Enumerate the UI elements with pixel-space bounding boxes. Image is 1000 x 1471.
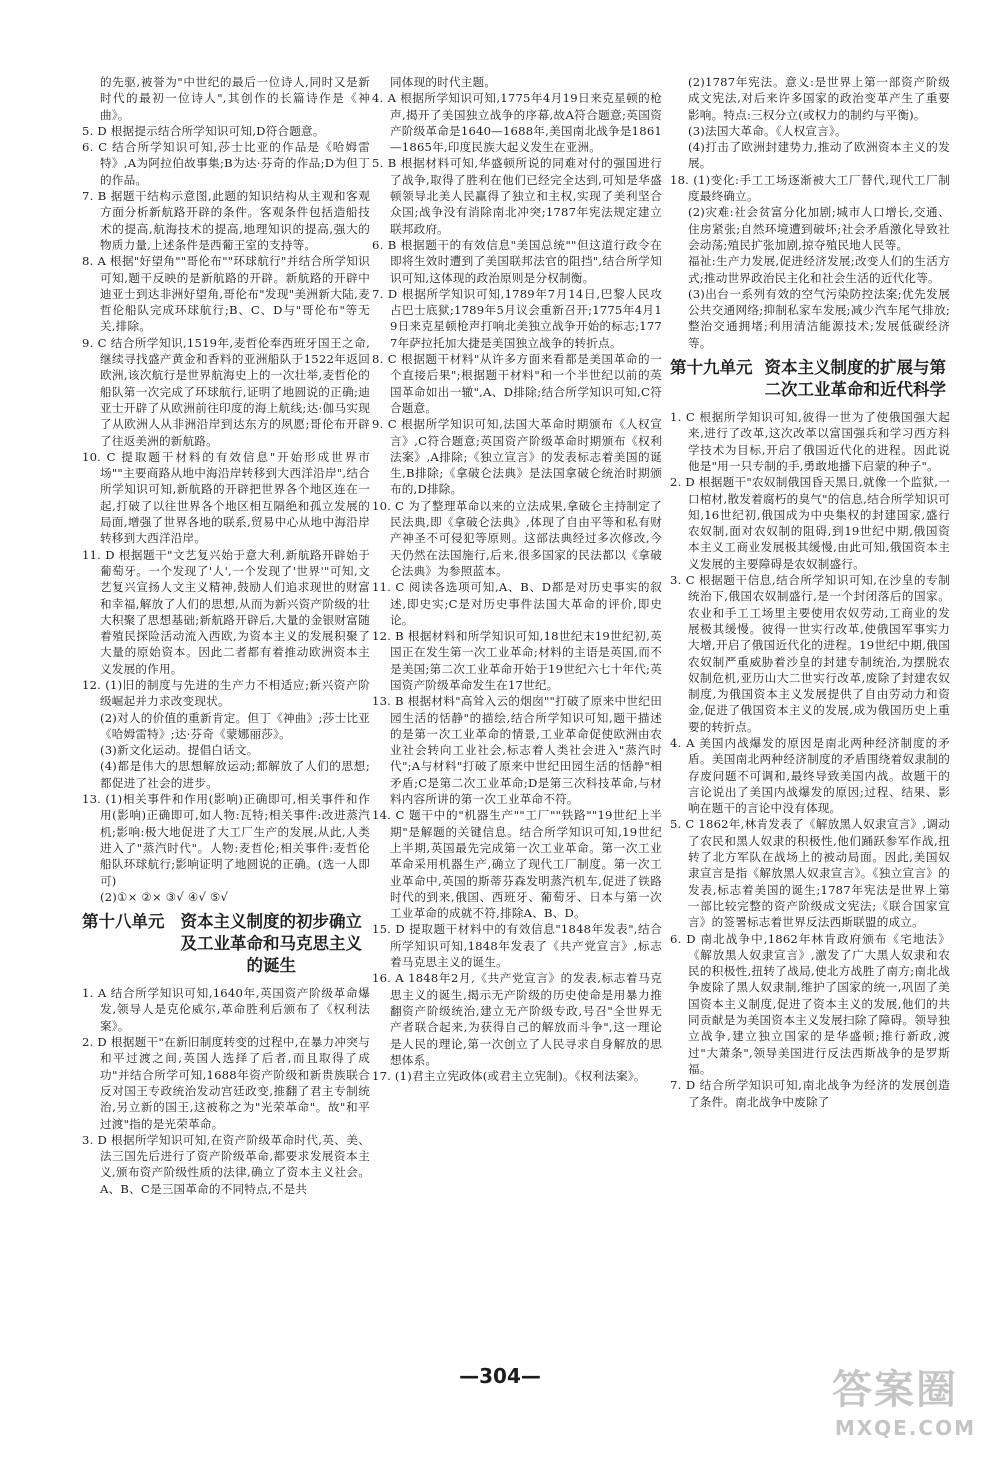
- answer-paragraph: 1. A 结合所学知识可知,1640年,英国资产阶级革命爆发,领导人是克伦威尔,革命胜利后颁布了《权利法案》。: [82, 986, 370, 1033]
- answer-column-right: [670, 74, 950, 1110]
- answer-column-middle: [372, 74, 662, 1084]
- answer-paragraph: 4. A 根据所学知识可知,1775年4月19日来克星顿的枪声,揭开了美国独立战争的序幕,故A符合题意;英国资产阶级革命是1640—1688年,美国南北战争是1861—1865年,印度民族大起义发生在亚洲。: [372, 91, 662, 155]
- answer-paragraph: (4)都是伟大的思想解放运动;都解放了人们的思想;都促进了社会的进步。: [100, 759, 370, 790]
- answer-column-left: [82, 74, 370, 1197]
- answer-paragraph: 9. C 结合所学知识,1519年,麦哲伦奉西班牙国王之命,继续寻找盛产黄金和香料的亚洲船队于1522年返回欧洲,该次航行是世界航海史上的一次壮举,麦哲伦的船队第一次完成了环球航行,证明了地圆说的正确;迪亚士开辟了从欧洲前往印度的海上航线;达·伽马实现了从欧洲人从非洲沿岸到达东方的夙愿;哥伦布开辟了往返美洲的新航路。: [82, 335, 370, 448]
- watermark-url: MXQE.COM: [834, 1416, 976, 1440]
- unit-heading: [82, 911, 370, 977]
- answer-paragraph: 9. C 根据所学知识可知,法国大革命时期颁布《人权宣言》,C符合题意;英国资产阶级革命时期颁布《权利法案》,A排除;《独立宣言》的发表标志着美国的诞生,B排除;《拿破仑法典》是法国拿破仑统治时期颁布的,D排除。: [372, 417, 662, 497]
- answer-paragraph: 18. (1)变化:手工工场逐渐被大工厂替代,现代工厂制度最终确立。: [670, 172, 950, 204]
- page-number: —304—: [459, 1364, 541, 1388]
- answer-paragraph: (2)对人的价值的重新肯定。但丁《神曲》;莎士比亚《哈姆雷特》;达·芬奇《蒙娜丽莎》。: [100, 710, 370, 741]
- answer-paragraph: (2)①× ②× ③√ ④√ ⑤√: [100, 889, 229, 904]
- answer-paragraph: 2. D 根据题干"农奴制俄国昏天黑日,就像一个监狱,一口棺材,散发着腐朽的臭气"的信息,结合所学知识可知,16世纪初,俄国成为中央集权的封建国家,盛行农奴制,面对农奴制的阻碍,到19世纪中期,俄国资本主义工商业发展极其缓慢,由此可知,俄国资本主义发展的主要障碍是农奴制盛行。: [670, 475, 950, 571]
- answer-paragraph: 12. B 根据材料和所学知识可知,18世纪末19世纪初,英国正在发生第一次工业革命;材料的主语是英国,而不是美国;第二次工业革命开始于19世纪六七十年代;英国资产阶级革命发生在17世纪。: [372, 629, 662, 692]
- answer-paragraph: 同体现的时代主题。: [390, 75, 497, 89]
- answer-paragraph: 7. B 据题干结构示意图,此题的知识结构从主观和客观方面分析新航路开辟的条件。客观条件包括造船技术的提高,航海技术的提高,地理知识的提高,强大的物质力量,上述条件是西葡王室的支持等。: [82, 189, 370, 252]
- unit-title: 资本主义制度的扩展与第二次工业革命和近代科学: [764, 358, 946, 400]
- answer-paragraph: 8. C 根据题干材料"从许多方面来看都是美国革命的一个直接后果";根据题干材料"和一个半世纪以前的英国革命如出一辙",A、D排除;结合所学知识可知,C符合题意。: [372, 352, 662, 415]
- answer-paragraph: 17. (1)君主立宪政体(或君主立宪制)。《权利法案》。: [372, 1069, 646, 1084]
- answer-paragraph: 12. (1)旧的制度与先进的生产力不相适应;新兴资产阶级崛起并力求改变现状。: [82, 677, 370, 709]
- watermark-text: 答案圈: [832, 1367, 958, 1413]
- answer-paragraph: (4)打击了欧洲封建势力,推动了欧洲资本主义的发展。: [688, 140, 950, 171]
- answer-paragraph: 7. D 根据所学知识可知,1789年7月14日,巴黎人民攻占巴士底狱;1789年5月议会重新召开;1775年4月19日来克星顿枪声打响北美独立战争开始的标志;1777年萨拉托加大捷是美国独立战争的转折点。: [372, 286, 662, 350]
- answer-paragraph: 11. D 根据题干"文艺复兴始于意大利,新航路开辟始于葡萄牙。一个发现了'人',一个发现了'世界'"可知,文艺复兴宣扬人文主义精神,鼓励人们追求现世的财富和幸福,解放了人们的思想,从而为新兴资产阶级的壮大积聚了思想基础;新航路开辟后,大量的金银财富随着殖民探险活动流入西欧,为资本主义的发展积聚了大量的原始资本。因此二者都有着推动欧洲资本主义发展的作用。: [82, 547, 370, 676]
- unit-label: 第十八单元: [82, 912, 165, 932]
- answer-paragraph: 3. D 根据所学知识可知,在资产阶级革命时代,英、美、法三国先后进行了资产阶级革命,都要求发展资本主义,颁布资产阶级性质的法律,确立了资本主义社会。A、B、C是三国革命的不同特点,不是共: [82, 1132, 370, 1196]
- answer-paragraph: 3. C 根据题干信息,结合所学知识可知,在沙皇的专制统治下,俄国农奴制盛行,是一个封闭落后的国家。农业和手工工场里主要使用农奴劳动,工商业的发展极其缓慢。彼得一世实行改革,使俄国军事实力大增,开启了俄国近代化的进程。19世纪中期,俄国农奴制严重威胁着沙皇的封建专制统治,为摆脱农奴制危机,亚历山大二世实行改革,废除了封建农奴制度,为俄国资本主义发展提供了自由劳动力和资金,促进了俄国资本主义的发展,成为俄国历史上重要的转折点。: [670, 573, 950, 734]
- unit-label: 第十九单元: [670, 358, 753, 378]
- answer-paragraph: 6. D 南北战争中,1862年林肯政府颁布《宅地法》《解放黑人奴隶宣言》,激发了广大黑人奴隶和农民的积极性,扭转了战局,使北方战胜了南方;南北战争废除了黑人奴隶制,维护了国家的统一,巩固了美国资本主义制度,促进了资本主义的发展,他们的共同贡献是为美国资本主义发展扫除了障碍。领导独立战争,建立独立国家的是华盛顿;推行新政,渡过"大萧条",领导美国进行反法西斯战争的是罗斯福。: [670, 931, 950, 1076]
- answer-paragraph: 的先驱,被誉为"中世纪的最后一位诗人,同时又是新时代的最初一位诗人",其创作的长篇诗作是《神曲》。: [100, 75, 370, 122]
- answer-paragraph: 5. D 根据提示结合所学知识可知,D符合题意。: [82, 123, 325, 138]
- answer-paragraph: (2)1787年宪法。意义:是世界上第一部资产阶级成文宪法,对后来许多国家的政治变革产生了重要影响。特点:三权分立(或权力的制约与平衡)。: [688, 75, 950, 122]
- answer-paragraph: 13. B 根据材料"高耸入云的烟囱""打破了原来中世纪田园生活的恬静"的描绘,结合所学知识可知,题干描述的是第一次工业革命的情景,工业革命促使欧洲由农业社会转向工业社会,标志着人类社会进入"蒸汽时代";A与材料"打破了原来中世纪田园生活的恬静"相矛盾;C是第二次工业革命;D是第三次科技革命,与材料内容所讲的第一次工业革命不符。: [372, 694, 662, 807]
- answer-paragraph: 7. D 结合所学知识可知,南北战争为经济的发展创造了条件。南北战争中废除了: [670, 1078, 950, 1109]
- answer-paragraph: 1. C 根据所学知识可知,彼得一世为了使俄国强大起来,进行了改革,这次改革以富国强兵和学习西方科学技术为目标,开启了俄国近代化的进程。因此说他是"用一只专制的手,勇敢地播下启蒙的种子"。: [670, 410, 950, 473]
- answer-paragraph: 6. B 根据题干的有效信息"美国总统""但这道行政令在即将生效时遭到了美国联邦法官的阻挡",结合所学知识可知,这体现的政治原则是分权制衡。: [372, 237, 662, 285]
- answer-paragraph: 10. C 提取题干材料的有效信息"开始形成世界市场""主要商路从地中海沿岸转移到大西洋沿岸",结合所学知识可知,新航路的开辟把世界各个地区连在一起,打破了以往世界各个地区相互隔绝和孤立发展的局面,增强了世界各地的联系,贸易中心从地中海沿岸转移到大西洋沿岸。: [82, 449, 370, 546]
- answer-paragraph: 14. C 题干中的"机器生产""工厂""铁路""19世纪上半期"是解题的关键信息。结合所学知识可知,19世纪上半期,英国最先完成第一次工业革命。第一次工业革命采用机器生产,确立了现代工厂制度。第一次工业革命中,英国的斯蒂芬森发明蒸汽机车,促进了铁路时代的到来,俄国、西班牙、葡萄牙、日本与第一次工业革命的成就不符,排除A、B、D。: [372, 808, 662, 921]
- answer-paragraph: 福祉:生产力发展,促进经济发展;改变人们的生活方式;推动世界政治民主化和社会生活的近代化等。: [688, 254, 950, 285]
- answer-paragraph: (3)新文化运动。提倡白话文。: [100, 743, 259, 758]
- answer-paragraph: 5. C 1862年,林肯发表了《解放黑人奴隶宣言》,调动了农民和黑人奴隶的积极性,他们踊跃参军作战,扭转了北方军队在战场上的被动局面。因此,美国奴隶宣言是指《解放黑人奴隶宣言》。《独立宣言》的发表,标志着美国的诞生;1787年宪法是世界上第一部比较完整的资产阶级成文宪法;《联合国家宣言》的签署标志着世界反法西斯联盟的成立。: [670, 817, 950, 930]
- answer-paragraph: 6. C 结合所学知识可知,莎士比亚的作品是《哈姆雷特》,A为阿拉伯故事集;B为达·芬奇的作品;D为但丁的作品。: [82, 140, 370, 187]
- answer-paragraph: (3)出台一系列有效的空气污染防控法案;优先发展公共交通网络;抑制私家车发展;减少汽车尾气排放;整治交通拥堵;利用清洁能源技术;发展低碳经济等。: [688, 286, 950, 350]
- answer-paragraph: 13. (1)相关事件和作用(影响)正确即可,相关事件和作用(影响)正确即可,如人物:瓦特;相关事件:改进蒸汽机;影响:极大地促进了大工厂生产的发展,从此,人类进入了"蒸汽时代"。人物:麦哲伦;相关事件:麦哲伦船队环球航行;影响证明了地圆说的正确。(选一人即可): [82, 792, 370, 888]
- answer-paragraph: 11. C 阅读各选项可知,A、B、D都是对历史事实的叙述,即史实;C是对历史事件法国大革命的评价,即史论。: [372, 580, 662, 627]
- answer-paragraph: (2)灾难:社会贫富分化加剧;城市人口增长,交通、住房紧张;自然环境遭到破坏;社会矛盾激化导致社会动荡;殖民扩张加剧,掠夺殖民地人民等。: [688, 205, 950, 252]
- answer-paragraph: 16. A 1848年2月,《共产党宣言》的发表,标志着马克思主义的诞生,揭示无产阶级的历史使命是用暴力推翻资产阶级统治,建立无产阶级专政,号召"全世界无产者联合起来,为获得自己的解放而斗争",这一理论是人民的理论,第一次创立了人民寻求自身解放的思想体系。: [372, 971, 662, 1067]
- answer-paragraph: 10. C 为了整理革命以来的立法成果,拿破仑主持制定了民法典,即《拿破仑法典》,体现了自由平等和私有财产神圣不可侵犯等原则。这部法典经过多次修改,今天仍然在法国施行,后来,很多国家的民法都以《拿破仑法典》为参照蓝本。: [372, 498, 662, 578]
- answer-paragraph: 4. A 美国内战爆发的原因是南北两种经济制度的矛盾。美国南北两种经济制度的矛盾围绕着奴隶制的存废问题不可调和,最终导致美国内战。故题干的言论说出了美国内战爆发的原因;过程、结果、影响在题干的言论中没有体现。: [670, 735, 950, 816]
- answer-paragraph: 2. D 根据题干"在新旧制度转变的过程中,在暴力冲突与和平过渡之间,英国人选择了后者,而且取得了成功"并结合所学可知,1688年资产阶级和新贵族联合反对国王专政统治发动宫廷政变,推翻了君主专制统治,另立新的国王,这被称之为"光荣革命"。故"和平过渡"指的是光荣革命。: [82, 1035, 370, 1131]
- answer-paragraph: (3)法国大革命。《人权宣言》。: [688, 123, 847, 138]
- watermark-logo: [832, 1364, 982, 1459]
- answer-paragraph: 8. A 根据"好望角""哥伦布""环球航行"并结合所学知识可知,题干反映的是新航路的开辟。新航路的开辟中迪亚士到达非洲好望角,哥伦布"发现"美洲新大陆,麦哲伦船队完成环球航行;B、C、D与"哥伦布"等无关,排除。: [82, 254, 370, 334]
- answer-paragraph: 15. D 提取题干材料中的有效信息"1848年发表",结合所学知识可知,1848年发表了《共产党宣言》,标志着马克思主义的诞生。: [372, 922, 662, 970]
- unit-title: 资本主义制度的初步确立及工业革命和马克思主义的诞生: [180, 912, 362, 976]
- unit-heading: [670, 357, 950, 401]
- answer-paragraph: 5. B 根据材料可知,华盛顿所说的同难对付的强国进行了战争,取得了胜利在他们已经完全达到,可知是华盛顿领导北美人民赢得了独立和主权,实现了美利坚合众国;战争没有消除南北冲突;1787年宪法规定建立联邦政府。: [372, 156, 662, 236]
